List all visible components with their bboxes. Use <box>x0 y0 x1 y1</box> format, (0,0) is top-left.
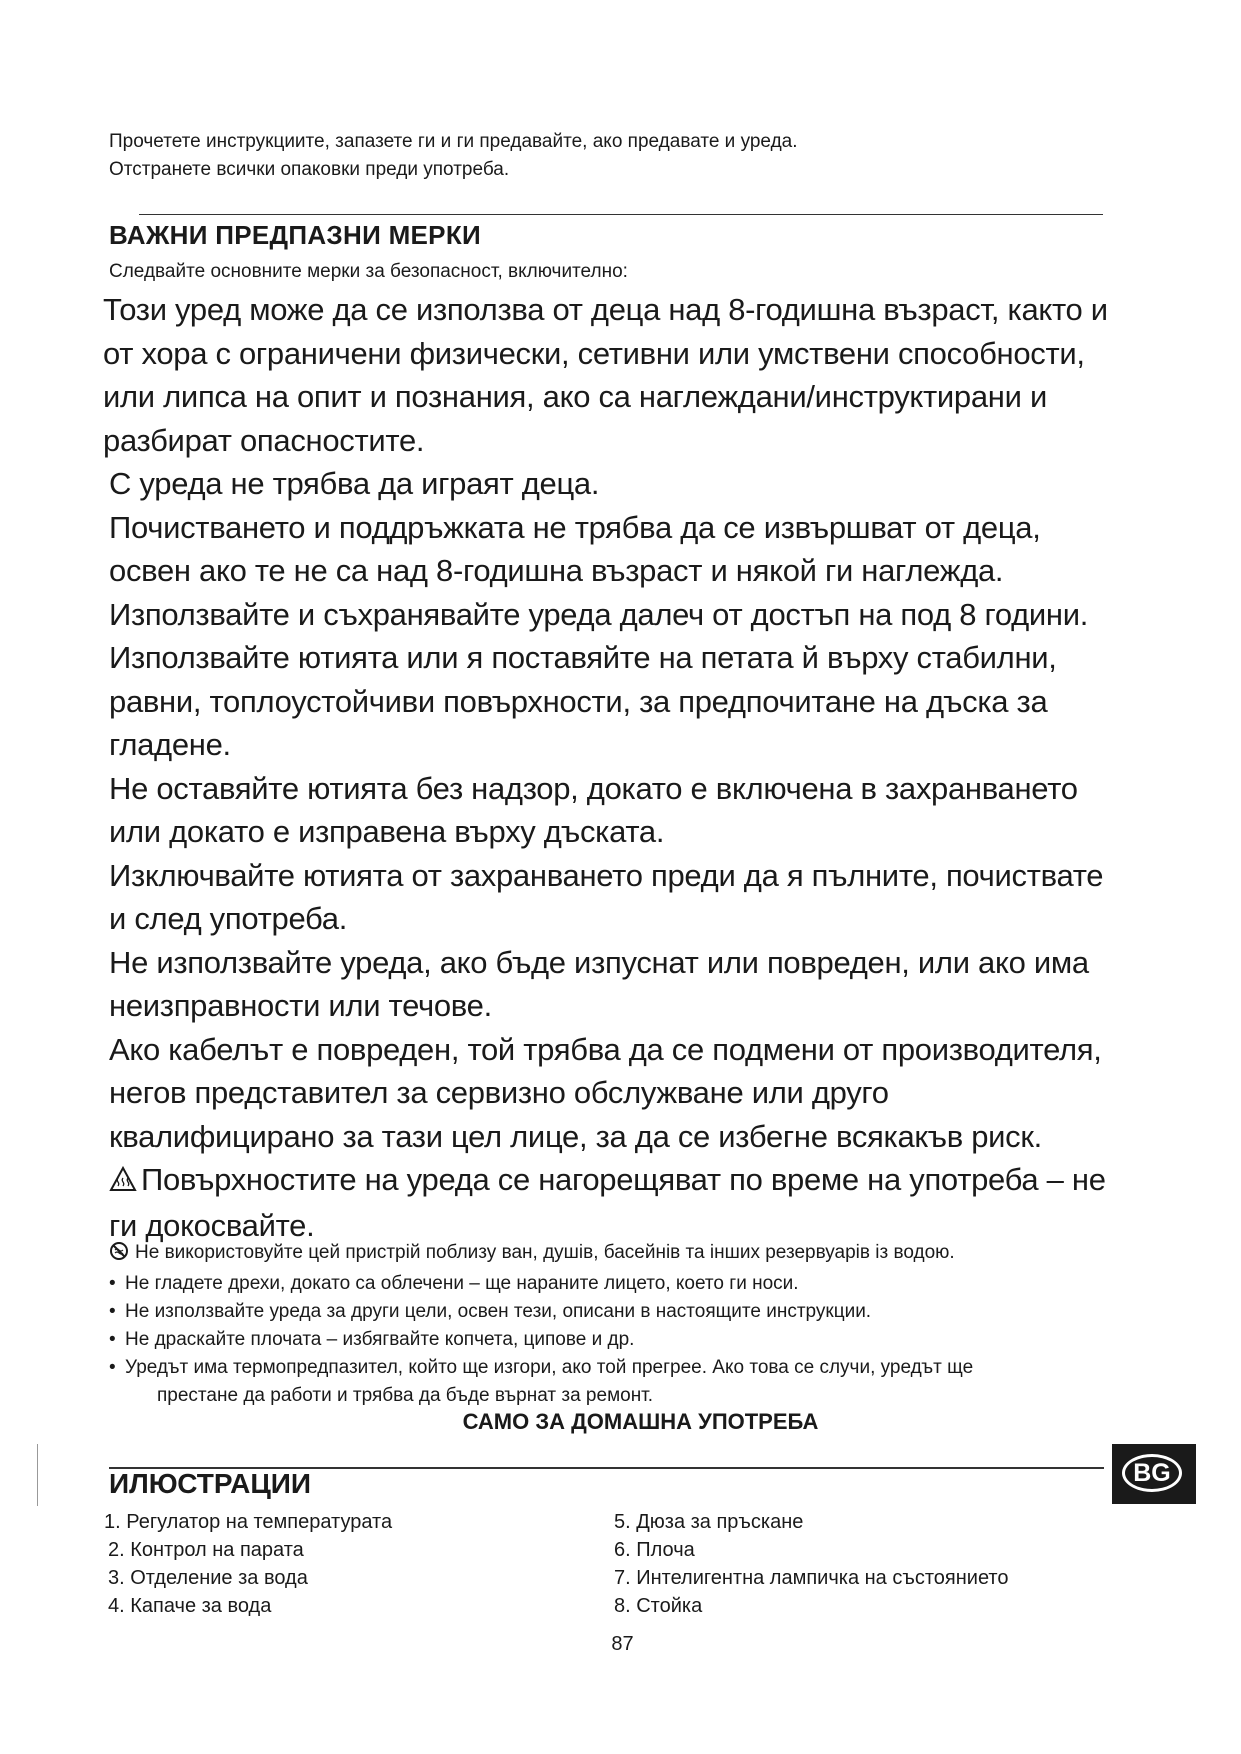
safety-small-list <box>109 1239 1109 1410</box>
page-number: 87 <box>611 1633 634 1655</box>
safety-paragraphs <box>103 288 1113 1247</box>
list-item-continuation: престане да работи и трябва да бъде върнат за ремонт. <box>157 1385 654 1406</box>
list-item: 8. Стойка <box>614 1595 703 1617</box>
illustrations-title: ИЛЮСТРАЦИИ <box>109 1468 312 1499</box>
parts-list-right <box>614 1508 1008 1620</box>
safety-paragraph: Използвайте и съхранявайте уреда далеч от достъп на под 8 години. <box>109 596 1089 632</box>
hot-surface-warning-icon <box>109 1160 137 1204</box>
intro-text <box>109 128 798 184</box>
margin-line <box>37 1444 38 1506</box>
safety-paragraph: Не оставяйте ютията без надзор, докато е включена в захранването или докато е изправена върху дъската. <box>109 770 1078 849</box>
list-item: 1. Регулатор на температурата <box>104 1511 393 1533</box>
home-use-notice: САМО ЗА ДОМАШНА УПОТРЕБА <box>462 1409 819 1434</box>
bullet-icon: • <box>109 1329 116 1350</box>
intro-line-1: Прочетете инструкциите, запазете ги и ги предавайте, ако предавате и уреда. <box>109 131 798 152</box>
list-item: 3. Отделение за вода <box>108 1567 308 1589</box>
list-item: 6. Плоча <box>614 1539 695 1561</box>
safety-title: ВАЖНИ ПРЕДПАЗНИ МЕРКИ <box>109 220 481 250</box>
list-item: • Не гладете дрехи, докато са облечени – ще нараните лицето, което ги носи. <box>109 1270 1109 1298</box>
bullet-icon: • <box>109 1357 116 1378</box>
intro-line-2: Отстранете всички опаковки преди употреба. <box>109 159 510 180</box>
list-item: • Не драскайте плочата – избягвайте копчета, ципове и др. <box>109 1326 1109 1354</box>
bullet-icon: • <box>109 1273 116 1294</box>
list-item: 2. Контрол на парата <box>108 1539 304 1561</box>
list-item: 5. Дюза за пръскане <box>614 1511 804 1533</box>
list-item: • Не използвайте уреда за други цели, освен тези, описани в настоящите инструкции. <box>109 1298 1109 1326</box>
bullet-icon: • <box>109 1301 116 1322</box>
list-item: 7. Интелигентна лампичка на състоянието <box>614 1567 1009 1589</box>
list-item: • Уредът има термопредпазител, който ще изгори, ако той прегрее. Ако това се случи, уредът ще <box>109 1354 1109 1382</box>
safety-paragraph: Използвайте ютията или я поставяйте на петата й върху стабилни, равни, топлоустойчиви повърхности, за предпочитане на дъска за гладене. <box>109 640 1057 762</box>
water-prohibition <box>109 1239 1109 1270</box>
list-item: 4. Капаче за вода <box>108 1595 272 1617</box>
language-badge <box>1112 1444 1196 1504</box>
hot-surface-warning-text: Повърхностите на уреда се нагорещяват по време на употреба – не ги докосвайте. <box>109 1162 1106 1243</box>
safety-paragraph: Не използвайте уреда, ако бъде изпуснат или повреден, или ако има неизправности или течове. <box>109 944 1089 1023</box>
safety-paragraph: Почистването и поддръжката не трябва да се извършват от деца, освен ако те не са над 8-годишна възраст и някой ги наглежда. <box>109 509 1041 588</box>
water-prohibition-text: Не використовуйте цей пристрій поблизу ван, душів, басейнів та інших резервуарів із водою. <box>135 1242 955 1263</box>
hot-surface-warning <box>103 1158 1113 1247</box>
no-water-icon <box>109 1241 129 1270</box>
safety-paragraph: С уреда не трябва да играят деца. <box>109 466 600 501</box>
top-divider <box>139 214 1103 215</box>
parts-list-left <box>104 1508 392 1620</box>
language-badge-label: BG <box>1122 1454 1182 1492</box>
safety-paragraph: Изключвайте ютията от захранването преди да я пълните, почиствате и след употреба. <box>109 857 1104 936</box>
safety-subtitle: Следвайте основните мерки за безопасност, включително: <box>109 261 628 282</box>
safety-paragraph: Този уред може да се използва от деца над 8-годишна възраст, както и от хора с ограничени физически, сетивни или умствени способности, или липса на опит и познания, ако са наглеждани/инструктирани и разбират опасностите. <box>103 292 1108 458</box>
safety-paragraph: Ако кабелът е повреден, той трябва да се подмени от производителя, негов представител за сервизно обслужване или друго квалифицирано за тази цел лице, за да се избегне всякакъв риск. <box>109 1031 1102 1154</box>
